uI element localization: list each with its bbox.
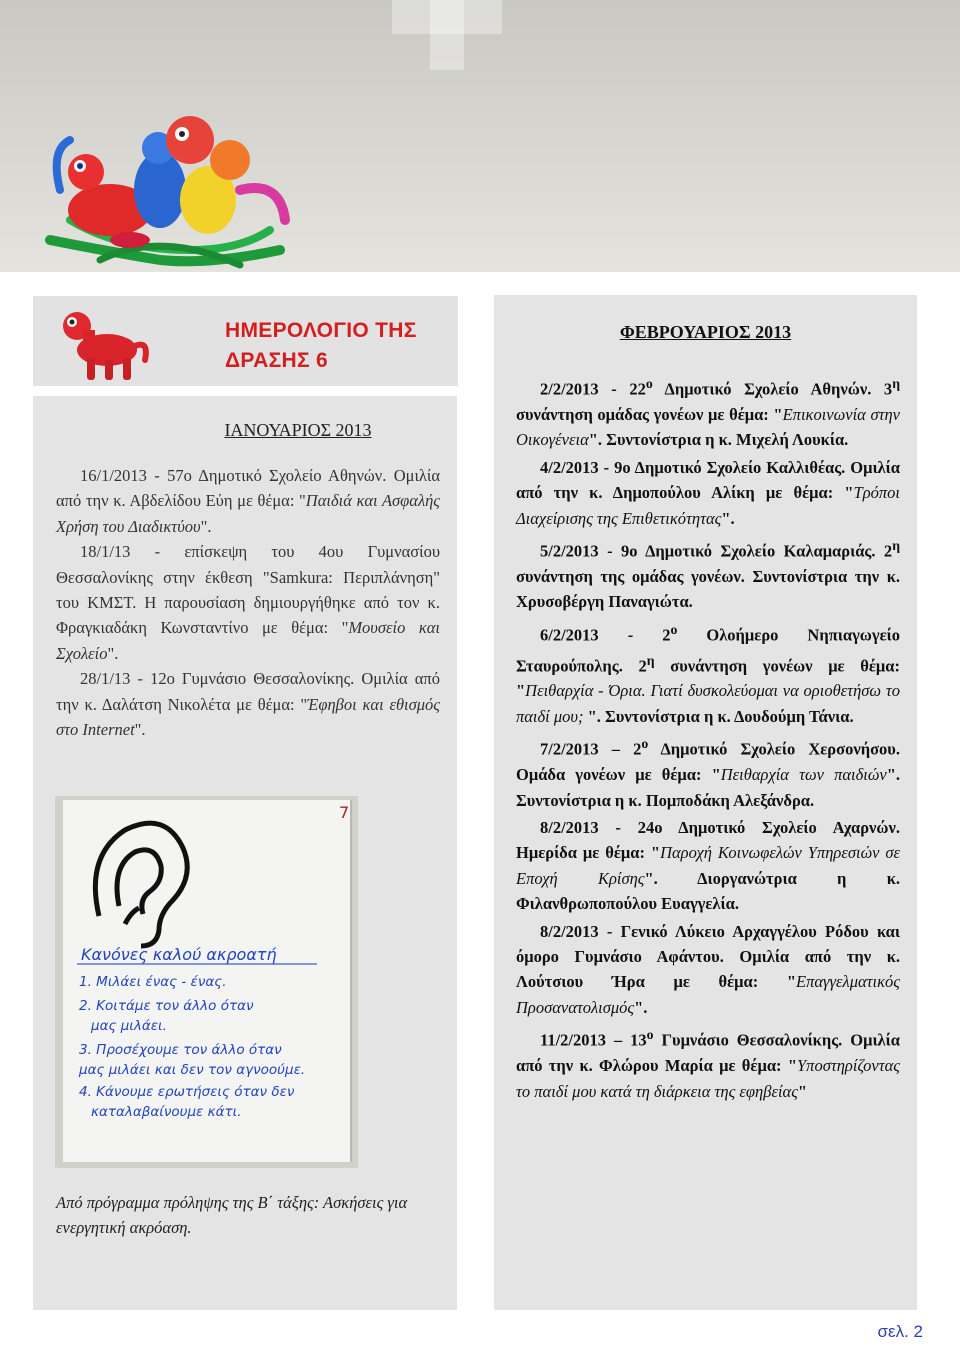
poster-rule-4-cont: καταλαβαίνουμε κάτι. (91, 1104, 242, 1120)
february-entry-2: 4/2/2013 - 9ο Δημοτικό Σχολείο Καλλιθέας. Ομιλία από την κ. Δημοπούλου Αλίκη με θέμα: "Τρόποι Διαχείρισης της Επιθετικότητας". (516, 457, 900, 528)
title-box (33, 296, 458, 386)
page-title (225, 316, 455, 376)
poster-number: 7 (339, 803, 350, 822)
photo-caption: Από πρόγραμμα πρόληψης της Β΄ τάξης: Ασκήσεις για ενεργητική ακρόαση. (56, 1193, 408, 1237)
title-line-2: ΔΡΑΣΗΣ 6 (225, 349, 328, 372)
title-line-1: ΗΜΕΡΟΛΟΓΙΟ ΤΗΣ (225, 319, 417, 342)
february-entry-7: 8/2/2013 - Γενικό Λύκειο Αρχαγγέλου Ρόδου και όμορο Γυμνάσιο Αφάντου. Ομιλία από την κ. Λούτσιου Ήρα με θέμα: "Επαγγελματικός Προσανατολισμός". (516, 921, 900, 1017)
february-entries (516, 371, 900, 1104)
poster-rule-1: 1. Μιλάει ένας - ένας. (79, 974, 227, 990)
poster-title: Κανόνες καλού ακροατή (81, 945, 277, 964)
clay-horse-icon (45, 300, 155, 384)
poster-rule-2-cont: μας μιλάει. (91, 1018, 167, 1034)
february-entry-6: 8/2/2013 - 24ο Δημοτικό Σχολείο Αχαρνών. Ημερίδα με θέμα: "Παροχή Κοινωφελών Υπηρεσιών σε Εποχή Κρίσης". Διοργανώτρια η κ. Φιλανθρωποπούλου Ευαγγελία. (516, 818, 900, 914)
january-entry-3: 28/1/13 - 12ο Γυμνάσιο Θεσσαλονίκης. Ομιλία από την κ. Δαλάτση Νικολέτα με θέμα: "Έφηβοι και εθισμός στο Internet". (56, 669, 441, 740)
page-number: σελ. 2 (877, 1322, 923, 1341)
poster-rule-2: 2. Κοιτάμε τον άλλο όταν (79, 998, 254, 1014)
watermark-cross-horizontal (392, 0, 502, 34)
poster-rule-3-cont: μας μιλάει και δεν τον αγνοούμε. (79, 1062, 306, 1078)
january-entry-2: 18/1/13 - επίσκεψη του 4ου Γυμνασίου Θεσσαλονίκης στην έκθεση "Samkura: Περιπλάνηση" του ΚΜΣΤ. Η παρουσίαση δημιουργήθηκε από τον κ. Φραγκιαδάκη Κωνσταντίνο με θέμα: "Μουσείο και Σχολείο". (56, 542, 440, 663)
february-entry-4: $6/2/2013 - 2^o$ Ολοήμερο Νηπιαγωγείο Σταυρούπολης. $2^\eta$ συνάντηση γονέων με θέμα: "Πειθαρχία - Όρια. Γιατί δυσκολεύομαι να οριοθετήσω το παιδί μου; ". Συντονίστρια η κ. Δουδούμη Τάνια. (516, 621, 900, 726)
february-entry-8: $11/2/2013 - 13^o$ Γυμνάσιο Θεσσαλονίκης. Ομιλία από την κ. Φλώρου Μαρία με θέμα: "Υποστηρίζοντας το παιδί μου κατά τη διάρκεια της εφηβείας" (516, 1027, 900, 1101)
february-entry-1: $2/2/2013 - 22^o$ Δημοτικό Σχολείο Αθηνών. $3^\eta$ συνάντηση ομάδας γονέων με θέμα: "Επικοινωνία στην Οικογένεια". Συντονίστρια η κ. Μιχελή Λουκία. (516, 376, 900, 450)
january-entry-1: 16/1/2013 - 57ο Δημοτικό Σχολείο Αθηνών. Ομιλία από την κ. Αβδελίδου Εύη με θέμα: "Παιδιά και Ασφαλής Χρήση του Διαδικτύου". (56, 466, 440, 536)
january-entries (56, 463, 440, 742)
february-heading: ΦΕΒΡΟΥΑΡΙΟΣ 2013 (619, 322, 792, 342)
header-photo (0, 0, 960, 272)
poster-rule-3: 3. Προσέχουμε τον άλλο όταν (79, 1042, 282, 1058)
clay-figures-illustration (40, 100, 300, 270)
listening-rules-poster-photo (55, 796, 358, 1168)
january-heading: ΙΑΝΟΥΑΡΙΟΣ 2013 (224, 420, 372, 440)
february-entry-3: 5/2/2013 - 9ο Δημοτικό Σχολείο Καλαμαριάς. $2^\eta$ συνάντηση της ομάδας γονέων. Συντονίστρια την κ. Χρυσοβέργη Παναγιώτα. (516, 537, 900, 612)
poster-rule-4: 4. Κάνουμε ερωτήσεις όταν δεν (79, 1084, 295, 1100)
february-entry-5: $7/2/2013 - 2^o$ Δημοτικό Σχολείο Χερσονήσου. Ομάδα γονέων με θέμα: "Πειθαρχία των παιδιών". Συντονίστρια η κ. Πομποδάκη Αλεξάνδρα. (516, 736, 900, 810)
